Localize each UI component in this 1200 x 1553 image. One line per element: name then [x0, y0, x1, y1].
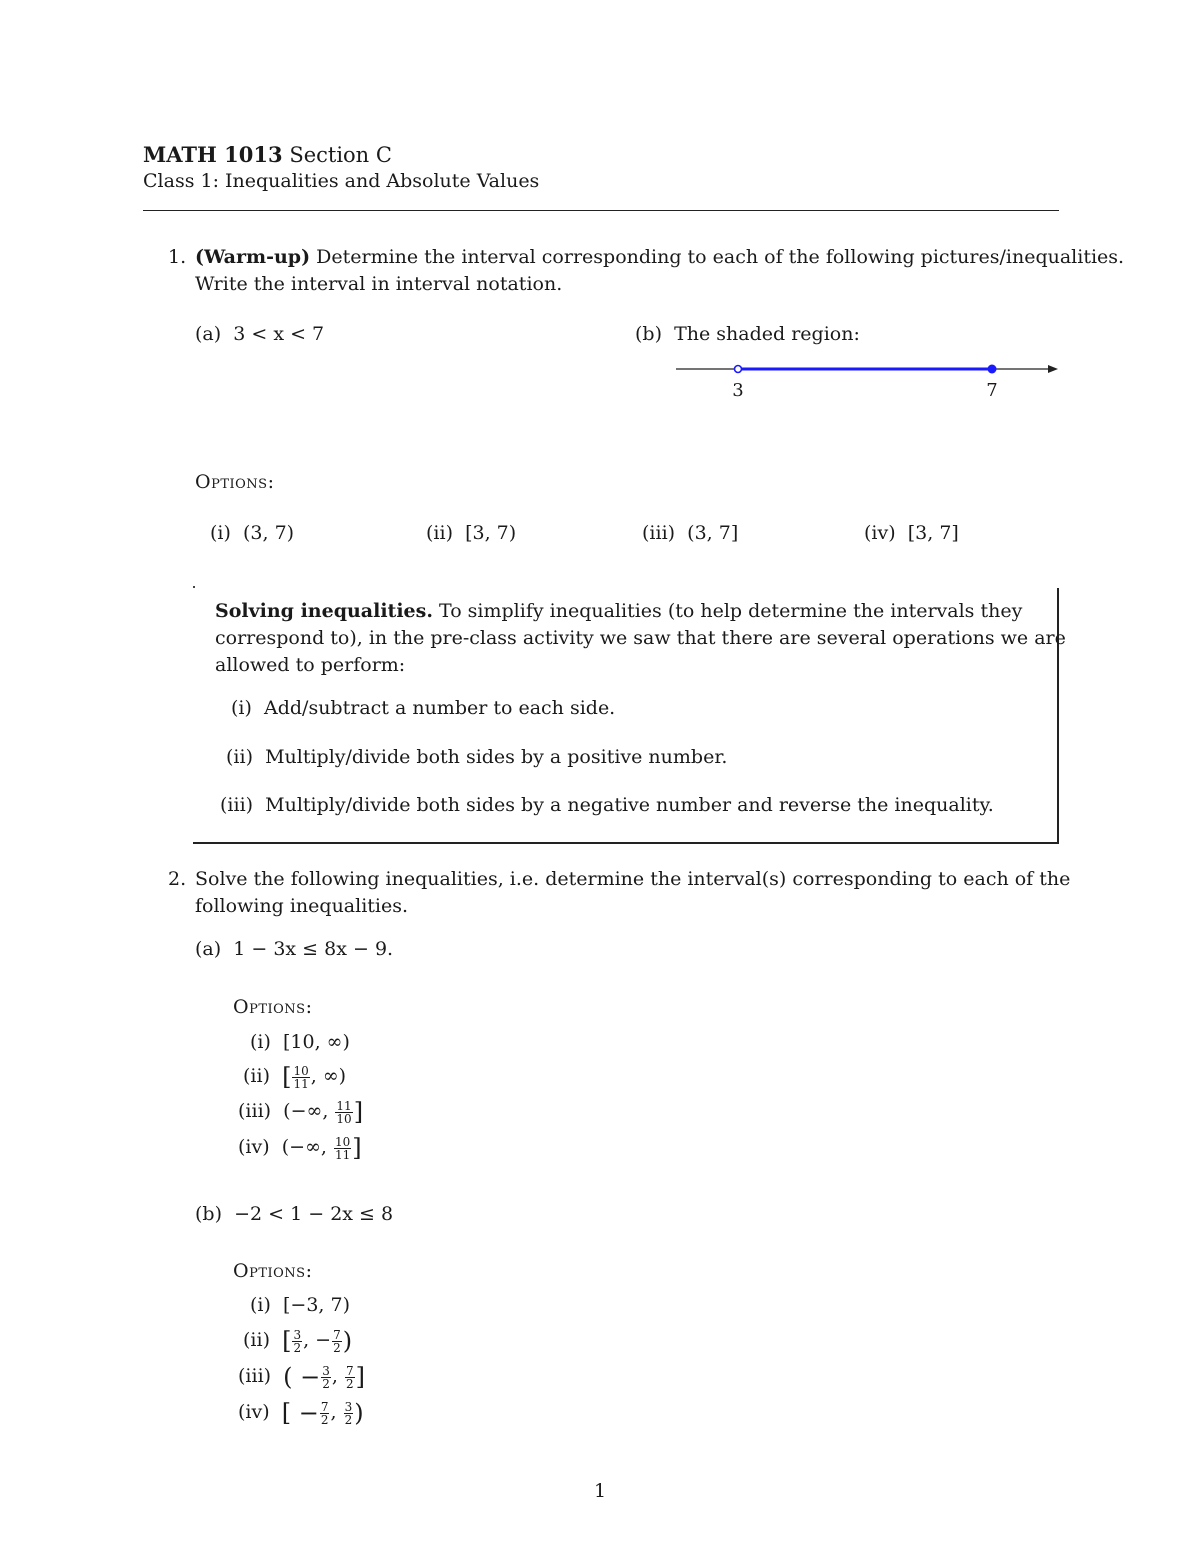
q1-prompt: Determine the interval corresponding to each of the following pictures/inequalities. [316, 246, 1125, 268]
q2a-option-4: (iv) (−∞, $\frac{10}{11}$ ] [238, 1134, 362, 1162]
box-text-1: To simplify inequalities (to help determine the intervals they [439, 600, 1023, 622]
q1-options-heading: Options: [195, 471, 275, 493]
q1-line2: Write the interval in interval notation. [195, 273, 563, 295]
closed-endpoint [988, 365, 997, 374]
q2a-option-1: (i) [10, ∞) [250, 1031, 350, 1053]
box-item-1 [231, 697, 615, 719]
q1-option-3 [642, 522, 738, 544]
q2b-inequality: −2 < 1 − 2x ≤ 8 [234, 1203, 394, 1225]
option-label: (iii) [238, 1100, 272, 1122]
box-item-label: (ii) [226, 746, 253, 768]
q2-line2: following inequalities. [195, 895, 409, 917]
option-label: (iv) [238, 1136, 270, 1158]
q2a-option-2: (ii) [ $\frac{10}{11}$ , ∞) [243, 1063, 347, 1091]
box-item-label: (i) [231, 697, 252, 719]
open-endpoint [735, 366, 742, 373]
box-line1 [215, 600, 1022, 622]
q2-number: 2. [168, 868, 187, 890]
box-title: Solving inequalities. [215, 600, 433, 622]
q2a-option-3: (iii) (−∞, $\frac{11}{10}$ ] [238, 1098, 364, 1126]
fraction: $\frac{3}{2}$ [322, 1363, 330, 1391]
q2a-options-heading: Options: [233, 996, 313, 1018]
q1-line1 [195, 246, 1124, 268]
option-label: (ii) [243, 1329, 270, 1351]
q1-option-4 [864, 522, 959, 544]
header-rule [143, 210, 1059, 211]
q1b [635, 323, 860, 345]
q1a [195, 323, 324, 345]
q2a [195, 938, 393, 960]
q1b-text: The shaded region: [674, 323, 860, 345]
q2b-option-4: (iv) [ − $\frac{7}{2}$ , $\frac{3}{2}$ ) [238, 1399, 364, 1427]
fraction: $\frac{7}{2}$ [320, 1399, 329, 1427]
box-item-text: Multiply/divide both sides by a negative number and reverse the inequality. [265, 794, 994, 816]
fraction: $\frac{10}{11}$ [334, 1134, 351, 1162]
q1a-inequality: 3 < x < 7 [233, 323, 325, 345]
q2b-options-heading: Options: [233, 1260, 313, 1282]
box-item-label: (iii) [220, 794, 254, 816]
option-value: [−3, 7) [283, 1294, 351, 1316]
q1-option-1 [210, 522, 294, 544]
arrow-right-icon [1048, 365, 1058, 373]
option-label: (i) [250, 1031, 271, 1053]
q1-number: 1. [168, 246, 187, 268]
fraction: $\frac{10}{11}$ [293, 1063, 309, 1091]
q2b-option-3: (iii) ( − $\frac{3}{2}$ , $\frac{7}{2}$ ] [238, 1363, 366, 1391]
q1-warmup-label: (Warm-up) [195, 246, 311, 268]
course-code: MATH 1013 [143, 142, 283, 167]
page-title [143, 142, 392, 167]
option-label: (ii) [243, 1065, 270, 1087]
fraction: $\frac{3}{2}$ [344, 1399, 353, 1427]
q2a-inequality: 1 − 3x ≤ 8x − 9. [233, 938, 394, 960]
q1b-label: (b) [635, 323, 662, 345]
fraction: $\frac{3}{2}$ [293, 1327, 302, 1355]
option-label: (i) [210, 522, 231, 544]
tick-label-right: 7 [986, 380, 998, 401]
box-item-text: Add/subtract a number to each side. [264, 697, 616, 719]
q1-option-2 [426, 522, 516, 544]
fraction: $\frac{7}{2}$ [333, 1327, 341, 1355]
option-label: (iv) [864, 522, 896, 544]
box-item-3 [220, 794, 994, 816]
section-label: Section C [289, 143, 392, 167]
page-number: 1 [594, 1480, 607, 1502]
box-text-2: correspond to), in the pre-class activity we saw that there are several operations we are [215, 627, 1066, 649]
page-subtitle: Class 1: Inequalities and Absolute Values [143, 170, 540, 192]
option-value: [3, 7) [465, 522, 517, 544]
box-item-text: Multiply/divide both sides by a positive number. [265, 746, 728, 768]
box-text-3: allowed to perform: [215, 654, 406, 676]
q1a-label: (a) [195, 323, 222, 345]
q2a-label: (a) [195, 938, 222, 960]
option-label: (iii) [238, 1365, 272, 1387]
q2-line1: Solve the following inequalities, i.e. determine the interval(s) corresponding to each of the [195, 868, 1071, 890]
fraction: $\frac{11}{10}$ [336, 1098, 352, 1126]
option-value: (3, 7) [243, 522, 295, 544]
box-item-2 [226, 746, 727, 768]
option-label: (i) [250, 1294, 271, 1316]
q2b [195, 1203, 393, 1225]
q2b-option-2: (ii) [ $\frac{3}{2}$ , − $\frac{7}{2}$ ) [243, 1327, 353, 1355]
option-label: (iv) [238, 1401, 270, 1423]
q2b-option-1 [250, 1294, 350, 1316]
number-line [670, 358, 1062, 402]
option-value: [3, 7] [907, 522, 959, 544]
option-value: (3, 7] [687, 522, 739, 544]
tick-label-left: 3 [732, 380, 744, 401]
fraction: $\frac{7}{2}$ [346, 1363, 354, 1391]
option-label: (iii) [642, 522, 676, 544]
q2b-label: (b) [195, 1203, 222, 1225]
option-label: (ii) [426, 522, 453, 544]
